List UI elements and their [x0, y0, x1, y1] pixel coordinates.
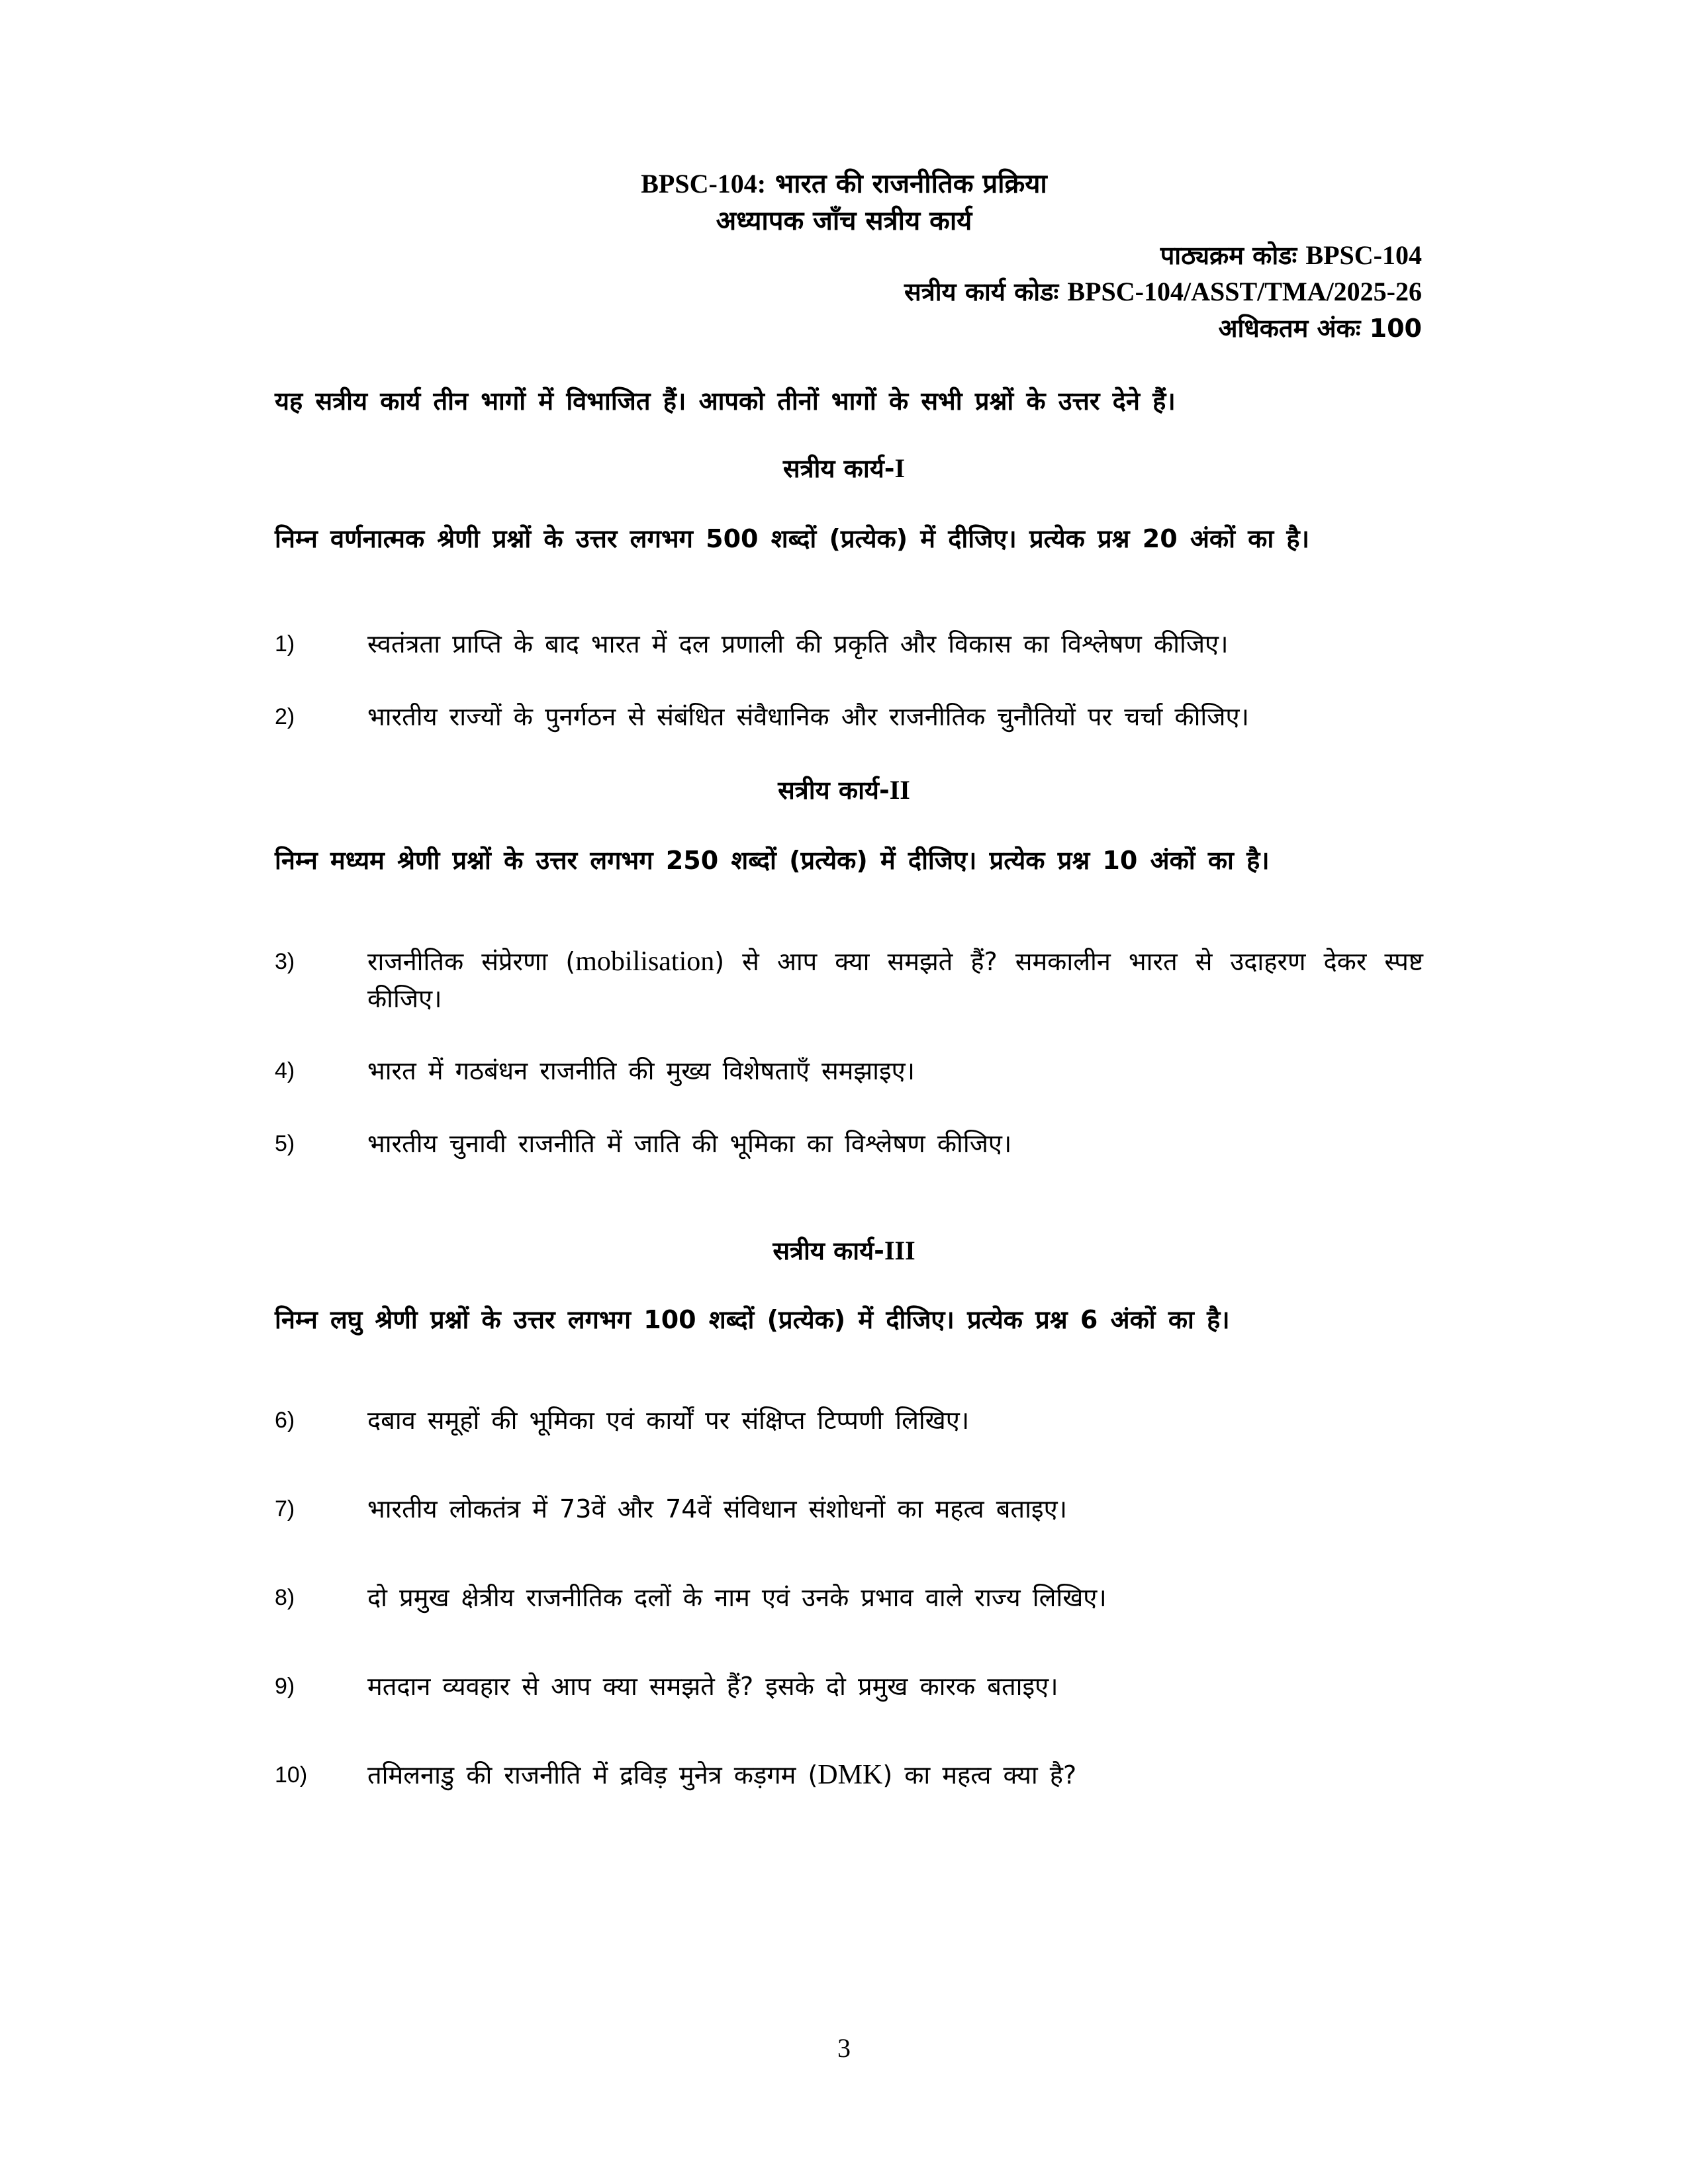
section-title-prefix: सत्रीय कार्य-: [778, 776, 890, 805]
question-text-english-term: mobilisation: [575, 946, 715, 977]
question-text: भारतीय लोकतंत्र में 73वें और 74वें संविधान संशोधनों का महत्व बताइए।: [367, 1494, 1067, 1524]
question-number: 6): [275, 1408, 295, 1433]
question-number: 5): [275, 1131, 295, 1156]
section-title-prefix: सत्रीय कार्य-: [773, 1236, 884, 1265]
assignment-code-label: सत्रीय कार्य कोडः: [904, 277, 1068, 306]
question-text-part: ) से आप क्या समझते हैं? समकालीन भारत से उदाहरण देकर स्पष्ट कीजिए।: [367, 947, 1423, 1013]
section-instruction-2: निम्न मध्यम श्रेणी प्रश्नों के उत्तर लगभग 250 शब्दों (प्रत्येक) में दीजिए। प्रत्येक प्रश्न 10 अंकों का है।: [275, 846, 1270, 875]
course-title-hindi: भारत की राजनीतिक प्रक्रिया: [766, 169, 1047, 199]
question-number: 1): [275, 631, 295, 657]
question-text: [367, 943, 1423, 1017]
document-subtitle: अध्यापक जाँच सत्रीय कार्य: [716, 206, 972, 236]
section-title-2: [0, 772, 1688, 809]
section-title-numeral: II: [889, 775, 910, 805]
max-marks-line: [1219, 311, 1423, 345]
section-instruction-1: निम्न वर्णनात्मक श्रेणी प्रश्नों के उत्तर लगभग 500 शब्दों (प्रत्येक) में दीजिए। प्रत्येक प्रश्न 20 अंकों का है।: [275, 524, 1310, 553]
course-code-prefix: BPSC-104:: [641, 169, 767, 199]
question-text: भारत में गठबंधन राजनीति की मुख्य विशेषताएँ समझाइए।: [367, 1056, 915, 1085]
section-title-3: [0, 1232, 1688, 1269]
question-text: स्वतंत्रता प्राप्ति के बाद भारत में दल प्रणाली की प्रकृति और विकास का विश्लेषण कीजिए।: [367, 629, 1229, 659]
question-text: दो प्रमुख क्षेत्रीय राजनीतिक दलों के नाम एवं उनके प्रभाव वाले राज्य लिखिए।: [367, 1583, 1107, 1612]
question-number: 3): [275, 949, 295, 974]
question-text-part: राजनीतिक संप्रेरणा (: [367, 947, 576, 976]
course-code-label: पाठ्यक्रम कोडः: [1160, 241, 1306, 270]
question-number: 7): [275, 1496, 295, 1522]
question-number: 10): [275, 1762, 308, 1788]
question-text: भारतीय चुनावी राजनीति में जाति की भूमिका का विश्लेषण कीजिए।: [367, 1129, 1012, 1158]
question-number: 8): [275, 1585, 295, 1610]
max-marks-label: अधिकतम अंकः: [1218, 314, 1370, 343]
question-text-part: तमिलनाडु की राजनीति में द्रविड़ मुनेत्र कड़गम (: [367, 1760, 818, 1790]
question-number: 4): [275, 1058, 295, 1083]
section-title-prefix: सत्रीय कार्य-: [782, 454, 895, 483]
question-number: 9): [275, 1674, 295, 1699]
question-number: 2): [275, 704, 295, 729]
section-title-1: [0, 450, 1688, 487]
page-number: 3: [837, 2033, 851, 2063]
question-text: भारतीय राज्यों के पुनर्गठन से संबंधित संवैधानिक और राजनीतिक चुनौतियों पर चर्चा कीजिए।: [367, 702, 1249, 731]
max-marks-value: 100: [1369, 314, 1422, 343]
question-text: दबाव समूहों की भूमिका एवं कार्यों पर संक्षिप्त टिप्पणी लिखिए।: [367, 1406, 970, 1435]
section-title-numeral: I: [894, 453, 906, 483]
question-text: [367, 1756, 1423, 1794]
course-code-value: BPSC-104: [1305, 240, 1422, 270]
question-text: मतदान व्यवहार से आप क्या समझते हैं? इसके दो प्रमुख कारक बताइए।: [367, 1672, 1058, 1701]
assignment-code-line: [904, 275, 1422, 309]
assignment-code-value: BPSC-104/ASST/TMA/2025-26: [1067, 277, 1422, 306]
course-title: [0, 165, 1688, 203]
course-code-line: [1160, 238, 1422, 273]
question-text-part: ) का महत्व क्या है?: [882, 1760, 1077, 1790]
assignment-intro: यह सत्रीय कार्य तीन भागों में विभाजित हैं। आपको तीनों भागों के सभी प्रश्नों के उत्तर देने हैं।: [275, 387, 1176, 416]
section-instruction-3: निम्न लघु श्रेणी प्रश्नों के उत्तर लगभग 100 शब्दों (प्रत्येक) में दीजिए। प्रत्येक प्रश्न 6 अंकों का है।: [275, 1305, 1230, 1334]
question-text-english-term: DMK: [818, 1760, 883, 1790]
section-title-numeral: III: [884, 1236, 915, 1265]
